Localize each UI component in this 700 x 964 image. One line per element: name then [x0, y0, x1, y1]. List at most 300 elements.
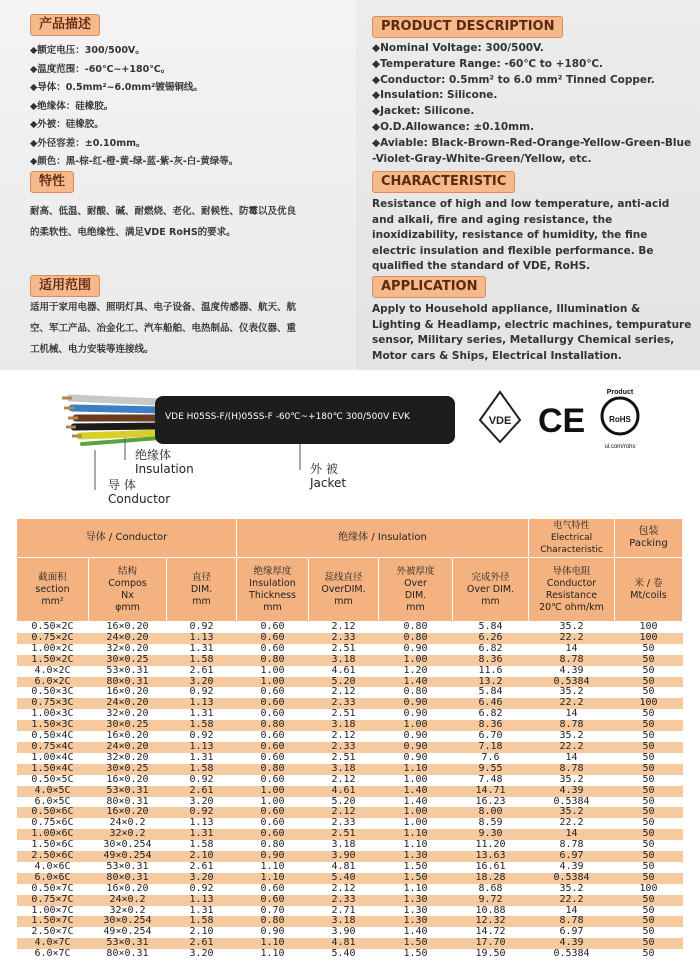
- table-cell: 53×0.31: [106, 664, 149, 676]
- table-cell: 0.50×4C: [31, 730, 74, 742]
- table-cell: 0.80: [237, 764, 309, 775]
- table-cell: 0.92: [167, 807, 237, 818]
- heading-product-desc-en: PRODUCT DESCRIPTION: [372, 16, 563, 38]
- table-cell: 1.00: [260, 664, 285, 676]
- table-cell: 50: [642, 730, 655, 742]
- table-cell: 50: [615, 742, 683, 753]
- table-cell: 2.33: [309, 698, 379, 709]
- table-cell: 0.60: [260, 621, 285, 632]
- table-cell: 0.50×6C: [17, 807, 89, 818]
- table-cell: 50: [642, 664, 655, 676]
- table-cell: 0.60: [237, 742, 309, 753]
- cable-wire-strands: [62, 398, 160, 444]
- table-cell: 35.2: [559, 882, 584, 894]
- column-header: 蕊线直径 OverDIM. mm: [309, 558, 379, 622]
- table-cell: 1.20: [403, 664, 428, 676]
- table-cell: 6.82: [478, 642, 503, 654]
- table-cell: 32×0.2: [89, 829, 167, 840]
- table-cell: 24×0.20: [89, 742, 167, 753]
- ce-mark: CE: [538, 402, 586, 440]
- table-cell: 5.20: [309, 677, 379, 688]
- table-cell: 19.50: [475, 948, 506, 960]
- table-cell: 0.60: [260, 882, 285, 894]
- table-cell: 14: [565, 708, 578, 720]
- table-cell: 1.58: [189, 839, 214, 851]
- table-cell: 0.70: [260, 904, 285, 916]
- desc-line-cn: ◆外被：硅橡胶。: [30, 119, 104, 130]
- column-header: 绝缘厚度 Insulation Thickness mm: [237, 558, 309, 622]
- table-cell: 2.12: [331, 686, 356, 698]
- table-cell: 1.10: [260, 860, 285, 872]
- table-cell: 1.00: [260, 795, 285, 807]
- table-cell: 6.97: [529, 851, 615, 862]
- table-cell: 0.60: [260, 642, 285, 654]
- table-cell: 0.5384: [553, 948, 590, 960]
- table-cell: 0.60: [237, 633, 309, 644]
- cable-illustration: [0, 380, 700, 510]
- table-row: [17, 655, 683, 666]
- table-cell: 50: [615, 829, 683, 840]
- svg-text:Product: Product: [606, 389, 634, 396]
- table-cell: 2.50×7C: [31, 926, 74, 938]
- table-cell: 1.30: [379, 916, 453, 927]
- table-cell: 2.61: [167, 786, 237, 797]
- application-text-en: Apply to Household appliance, Illumination & Lighting & Headlamp, electric machines, tempurature sensor, Military series, Metallurgy Chemical series, Motor cars & Ships, Electrical Installation.: [372, 303, 692, 362]
- heading-product-desc-cn: 产品描述: [30, 14, 100, 36]
- table-cell: 3.20: [167, 873, 237, 884]
- table-cell: 2.12: [331, 882, 356, 894]
- insulation-label: 绝缘体 Insulation: [135, 448, 194, 476]
- table-cell: 30×0.25: [89, 655, 167, 666]
- table-cell: 1.31: [189, 642, 214, 654]
- desc-line-en: -Violet-Gray-White-Green/Yellow, etc.: [372, 152, 592, 165]
- table-cell: 50: [615, 916, 683, 927]
- table-cell: 4.39: [529, 938, 615, 949]
- table-cell: 1.00: [379, 655, 453, 666]
- table-cell: 50: [615, 895, 683, 906]
- table-cell: 0.60: [260, 751, 285, 763]
- table-cell: 0.50×2C: [31, 621, 74, 632]
- rohs-logo: [602, 389, 638, 450]
- table-cell: 0.92: [189, 882, 214, 894]
- cable-print-text: VDE H05SS-F/(H)05SS-F -60℃~+180℃ 300/500V EVK: [165, 412, 410, 422]
- characteristic-text-cn: 耐高、低温、耐酸、碱、耐燃烧、老化、耐候性、防霉以及优良的柔软性、电绝缘性、满足VDE RoHS的要求。: [30, 206, 297, 238]
- desc-line-cn: ◆绝缘体：硅橡胶。: [30, 100, 114, 112]
- table-cell: 2.61: [189, 664, 214, 676]
- table-cell: 1.00×7C: [31, 904, 74, 916]
- table-cell: 50: [615, 938, 683, 949]
- table-cell: 24×0.20: [89, 633, 167, 644]
- svg-text:VDE: VDE: [488, 415, 512, 427]
- table-cell: 1.58: [167, 720, 237, 731]
- table-cell: 50: [615, 786, 683, 797]
- table-cell: 35.2: [559, 773, 584, 785]
- table-cell: 0.90: [237, 851, 309, 862]
- table-cell: 4.0×6C: [34, 860, 71, 872]
- table-cell: 4.39: [559, 860, 584, 872]
- table-cell: 0.80: [237, 916, 309, 927]
- table-cell: 1.13: [167, 633, 237, 644]
- table-cell: 0.90: [403, 708, 428, 720]
- table-cell: 1.30: [379, 851, 453, 862]
- table-cell: 11.6: [478, 664, 503, 676]
- table-cell: 30×0.25: [89, 720, 167, 731]
- table-cell: 8.78: [529, 764, 615, 775]
- table-cell: 50: [642, 773, 655, 785]
- table-cell: 49×0.254: [89, 851, 167, 862]
- table-cell: 3.18: [309, 916, 379, 927]
- heading-application-en: APPLICATION: [372, 276, 486, 298]
- table-cell: 30×0.25: [89, 764, 167, 775]
- table-row: [17, 895, 683, 906]
- desc-line-en: ◆Insulation: Silicone.: [372, 89, 498, 102]
- table-cell: 0.60: [260, 708, 285, 720]
- table-cell: 1.10: [403, 839, 428, 851]
- table-cell: 18.28: [453, 873, 529, 884]
- table-cell: 0.60: [260, 730, 285, 742]
- svg-text:ul.com/rohs: ul.com/rohs: [604, 444, 636, 450]
- table-cell: 0.5384: [553, 795, 590, 807]
- table-cell: 11.20: [475, 839, 506, 851]
- table-cell: 1.50×2C: [17, 655, 89, 666]
- table-cell: 0.90: [403, 642, 428, 654]
- table-cell: 16×0.20: [106, 730, 149, 742]
- table-cell: 80×0.31: [106, 795, 149, 807]
- heading-characteristic-en: CHARACTERISTIC: [372, 171, 515, 193]
- table-cell: 0.60: [237, 807, 309, 818]
- table-cell: 2.10: [167, 851, 237, 862]
- group-conductor: 导体 / Conductor: [17, 519, 237, 558]
- table-cell: 8.00: [453, 807, 529, 818]
- desc-line-cn: ◆温度范围：-60℃~+180℃。: [30, 63, 171, 75]
- table-cell: 16×0.20: [106, 686, 149, 698]
- group-insulation: 绝缘体 / Insulation: [237, 519, 529, 558]
- table-cell: 0.5384: [529, 677, 615, 688]
- column-header: 外被厚度 Over DIM. mm: [379, 558, 453, 622]
- table-cell: 35.2: [559, 686, 584, 698]
- column-header: 导体电阻 Conductor Resistance 20℃ ohm/km: [529, 558, 615, 622]
- table-cell: 3.90: [331, 926, 356, 938]
- column-header: 米 / 卷 Mt/coils: [615, 558, 683, 622]
- table-cell: 0.60: [237, 829, 309, 840]
- table-cell: 13.63: [453, 851, 529, 862]
- table-cell: 1.58: [167, 655, 237, 666]
- table-cell: 0.92: [189, 730, 214, 742]
- table-cell: 80×0.31: [89, 677, 167, 688]
- characteristic-text-en: Resistance of high and low temperature, anti-acid and alkali, fire and aging resistance, the inoxidizability, resistance of humidity, the fine electric insulation and flexible performance. Be qualified the standard of VDE, RoHS.: [372, 198, 670, 272]
- table-cell: 0.80: [379, 633, 453, 644]
- table-cell: 2.51: [331, 751, 356, 763]
- table-cell: 50: [642, 708, 655, 720]
- table-cell: 53×0.31: [89, 786, 167, 797]
- table-cell: 8.78: [529, 655, 615, 666]
- table-cell: 8.78: [529, 720, 615, 731]
- table-cell: 100: [615, 633, 683, 644]
- table-cell: 32×0.2: [109, 904, 146, 916]
- table-cell: 6.97: [559, 926, 584, 938]
- table-cell: 5.84: [478, 686, 503, 698]
- table-cell: 35.2: [559, 621, 584, 632]
- table-cell: 0.60: [237, 895, 309, 906]
- table-cell: 14.71: [453, 786, 529, 797]
- table-cell: 4.81: [309, 938, 379, 949]
- table-cell: 0.80: [403, 686, 428, 698]
- table-cell: 50: [642, 817, 655, 829]
- table-cell: 0.90: [260, 926, 285, 938]
- table-cell: 5.40: [309, 873, 379, 884]
- desc-line-en: ◆Aviable: Black-Brown-Red-Orange-Yellow-Green-Blue: [372, 136, 692, 149]
- table-cell: 1.30: [379, 895, 453, 906]
- table-cell: 50: [642, 795, 655, 807]
- table-cell: 53×0.31: [89, 938, 167, 949]
- table-cell: 0.75×7C: [17, 895, 89, 906]
- table-cell: 35.2: [529, 807, 615, 818]
- table-cell: 17.70: [453, 938, 529, 949]
- table-cell: 0.5384: [529, 873, 615, 884]
- table-cell: 80×0.31: [89, 873, 167, 884]
- table-cell: 14.72: [475, 926, 506, 938]
- table-cell: 8.59: [478, 817, 503, 829]
- table-cell: 5.84: [478, 621, 503, 632]
- table-cell: 0.92: [189, 773, 214, 785]
- spec-table: [16, 518, 683, 960]
- table-cell: 50: [615, 764, 683, 775]
- table-cell: 13.2: [453, 677, 529, 688]
- table-cell: 1.00×4C: [31, 751, 74, 763]
- table-cell: 8.78: [559, 839, 584, 851]
- table-cell: 50: [642, 860, 655, 872]
- desc-line-en: ◆Jacket: Silicone.: [372, 105, 475, 118]
- table-cell: 50: [642, 642, 655, 654]
- table-cell: 0.92: [189, 621, 214, 632]
- conductor-label: 导 体 Conductor: [108, 478, 171, 506]
- group-packing: 包装 Packing: [615, 519, 683, 558]
- group-electrical: 电气特性 Electrical Characteristic: [529, 519, 615, 558]
- table-cell: 2.12: [309, 807, 379, 818]
- table-cell: 1.00: [237, 786, 309, 797]
- desc-line-cn: ◆导体：0.5mm²~6.0mm²镀锡铜线。: [30, 82, 203, 93]
- table-cell: 2.33: [331, 817, 356, 829]
- table-cell: 6.26: [453, 633, 529, 644]
- table-cell: 6.46: [453, 698, 529, 709]
- table-cell: 1.00×3C: [31, 708, 74, 720]
- table-cell: 30×0.254: [89, 916, 167, 927]
- table-cell: 3.20: [189, 948, 214, 960]
- table-cell: 50: [615, 851, 683, 862]
- table-cell: 35.2: [559, 730, 584, 742]
- table-cell: 30×0.254: [103, 839, 152, 851]
- table-cell: 32×0.20: [106, 751, 149, 763]
- desc-line-en: ◆Temperature Range: -60℃ to +180℃.: [372, 57, 604, 70]
- table-cell: 0.75×6C: [31, 817, 74, 829]
- table-cell: 16×0.20: [106, 882, 149, 894]
- cable-drawing: [0, 380, 700, 510]
- table-cell: 1.10: [379, 829, 453, 840]
- table-cell: 50: [615, 720, 683, 731]
- table-cell: 16×0.20: [106, 773, 149, 785]
- table-cell: 6.0×5C: [34, 795, 71, 807]
- table-cell: 1.50×3C: [17, 720, 89, 731]
- table-cell: 24×0.2: [109, 817, 146, 829]
- table-cell: 2.50×6C: [17, 851, 89, 862]
- table-cell: 0.90: [379, 742, 453, 753]
- table-cell: 22.2: [529, 742, 615, 753]
- table-cell: 1.00×6C: [17, 829, 89, 840]
- table-cell: 1.50: [403, 860, 428, 872]
- table-cell: 16.61: [475, 860, 506, 872]
- table-cell: 1.40: [379, 677, 453, 688]
- table-cell: 3.20: [189, 795, 214, 807]
- table-cell: 4.39: [559, 664, 584, 676]
- table-cell: 1.00: [403, 817, 428, 829]
- table-cell: 0.60: [260, 773, 285, 785]
- table-cell: 2.61: [189, 860, 214, 872]
- table-cell: 4.61: [309, 786, 379, 797]
- table-cell: 49×0.254: [103, 926, 152, 938]
- table-cell: 0.80: [260, 839, 285, 851]
- table-cell: 8.78: [529, 916, 615, 927]
- table-cell: 4.81: [331, 860, 356, 872]
- table-cell: 16.23: [475, 795, 506, 807]
- table-cell: 24×0.2: [89, 895, 167, 906]
- table-cell: 6.0×7C: [34, 948, 71, 960]
- table-cell: 12.32: [453, 916, 529, 927]
- table-cell: 3.18: [309, 655, 379, 666]
- application-text-cn: 适用于家用电器、照明灯具、电子设备、温度传感器、航天、航空、军工产品、冶金化工、汽车船舶、电热制品、仪表仪器、重工机械、电力安装等连接线。: [30, 302, 297, 355]
- table-cell: 1.13: [167, 895, 237, 906]
- desc-line-cn: ◆额定电压：300/500V。: [30, 45, 145, 56]
- table-cell: 9.72: [453, 895, 529, 906]
- table-cell: 2.12: [331, 773, 356, 785]
- table-cell: 100: [639, 882, 658, 894]
- table-cell: 1.10: [237, 873, 309, 884]
- table-cell: 1.30: [403, 904, 428, 916]
- table-cell: 0.80: [403, 621, 428, 632]
- table-cell: 0.60: [260, 817, 285, 829]
- table-cell: 22.2: [559, 817, 584, 829]
- table-cell: 14: [529, 829, 615, 840]
- table-cell: 50: [642, 839, 655, 851]
- column-header: 直径 DIM. mm: [167, 558, 237, 622]
- table-cell: 5.20: [331, 795, 356, 807]
- table-cell: 50: [642, 686, 655, 698]
- table-cell: 50: [615, 807, 683, 818]
- table-cell: 1.00: [379, 807, 453, 818]
- table-cell: 0.90: [379, 698, 453, 709]
- table-cell: 1.40: [379, 786, 453, 797]
- table-cell: 7.6: [481, 751, 500, 763]
- table-cell: 2.33: [309, 633, 379, 644]
- table-cell: 2.12: [331, 621, 356, 632]
- table-cell: 5.40: [331, 948, 356, 960]
- table-cell: 24×0.20: [89, 698, 167, 709]
- desc-line-cn: ◆颜色：黑-棕-红-橙-黄-绿-蓝-紫-灰-白-黄绿等。: [30, 156, 239, 167]
- table-cell: 50: [642, 904, 655, 916]
- table-cell: 2.10: [189, 926, 214, 938]
- table-cell: 1.13: [167, 698, 237, 709]
- table-cell: 1.40: [403, 926, 428, 938]
- table-cell: 2.61: [167, 938, 237, 949]
- table-cell: 6.0×2C: [17, 677, 89, 688]
- table-cell: 1.00: [379, 720, 453, 731]
- table-cell: 1.31: [167, 829, 237, 840]
- table-cell: 1.50: [403, 948, 428, 960]
- table-cell: 1.50×6C: [31, 839, 74, 851]
- table-cell: 0.50×3C: [31, 686, 74, 698]
- table-cell: 1.00×2C: [31, 642, 74, 654]
- table-cell: 2.51: [309, 829, 379, 840]
- table-cell: 50: [642, 926, 655, 938]
- table-cell: 100: [615, 698, 683, 709]
- table-cell: 14: [565, 751, 578, 763]
- table-cell: 1.50×7C: [17, 916, 89, 927]
- table-cell: 1.00: [237, 677, 309, 688]
- table-cell: 22.2: [529, 698, 615, 709]
- table-cell: 1.13: [167, 742, 237, 753]
- table-cell: 0.75×2C: [17, 633, 89, 644]
- vde-logo: [480, 392, 520, 442]
- table-cell: 1.58: [167, 764, 237, 775]
- table-cell: 0.80: [237, 720, 309, 731]
- table-cell: 16×0.20: [106, 621, 149, 632]
- table-cell: 1.50: [379, 873, 453, 884]
- desc-line-en: ◆Conductor: 0.5mm² to 6.0 mm² Tinned Copper.: [372, 73, 655, 86]
- table-row: [17, 666, 683, 677]
- table-cell: 50: [642, 948, 655, 960]
- table-cell: 100: [639, 621, 658, 632]
- table-cell: 8.36: [453, 655, 529, 666]
- table-cell: 4.61: [331, 664, 356, 676]
- table-cell: 0.90: [403, 730, 428, 742]
- table-cell: 0.80: [237, 655, 309, 666]
- table-row: [17, 949, 683, 960]
- table-cell: 1.00: [403, 773, 428, 785]
- desc-line-en: ◆O.D.Allowance: ±0.10mm.: [372, 121, 535, 133]
- table-cell: 1.40: [403, 795, 428, 807]
- table-cell: 4.0×2C: [34, 664, 71, 676]
- table-cell: 0.50×5C: [31, 773, 74, 785]
- table-cell: 3.18: [309, 764, 379, 775]
- table-cell: 2.33: [309, 742, 379, 753]
- table-cell: 1.58: [167, 916, 237, 927]
- table-cell: 0.75×4C: [17, 742, 89, 753]
- table-cell: 1.10: [260, 948, 285, 960]
- table-cell: 2.71: [331, 904, 356, 916]
- column-header: 结构 Compos Nx φmm: [89, 558, 167, 622]
- table-row: [17, 786, 683, 797]
- table-cell: 6.82: [478, 708, 503, 720]
- table-cell: 50: [642, 751, 655, 763]
- table-cell: 50: [615, 873, 683, 884]
- table-cell: 8.36: [453, 720, 529, 731]
- table-cell: 1.31: [189, 708, 214, 720]
- table-cell: 1.13: [189, 817, 214, 829]
- table-cell: 0.75×3C: [17, 698, 89, 709]
- table-cell: 22.2: [529, 895, 615, 906]
- table-cell: 8.68: [478, 882, 503, 894]
- table-cell: 6.0×6C: [17, 873, 89, 884]
- table-cell: 10.88: [475, 904, 506, 916]
- svg-text:RoHS: RoHS: [609, 415, 631, 424]
- table-cell: 0.60: [237, 698, 309, 709]
- table-cell: 32×0.20: [106, 642, 149, 654]
- table-cell: 4.39: [529, 786, 615, 797]
- table-cell: 7.48: [478, 773, 503, 785]
- table-cell: 1.10: [379, 764, 453, 775]
- heading-application-cn: 适用范围: [30, 275, 100, 297]
- table-cell: 3.90: [309, 851, 379, 862]
- column-header: 截面积 section mm²: [17, 558, 89, 622]
